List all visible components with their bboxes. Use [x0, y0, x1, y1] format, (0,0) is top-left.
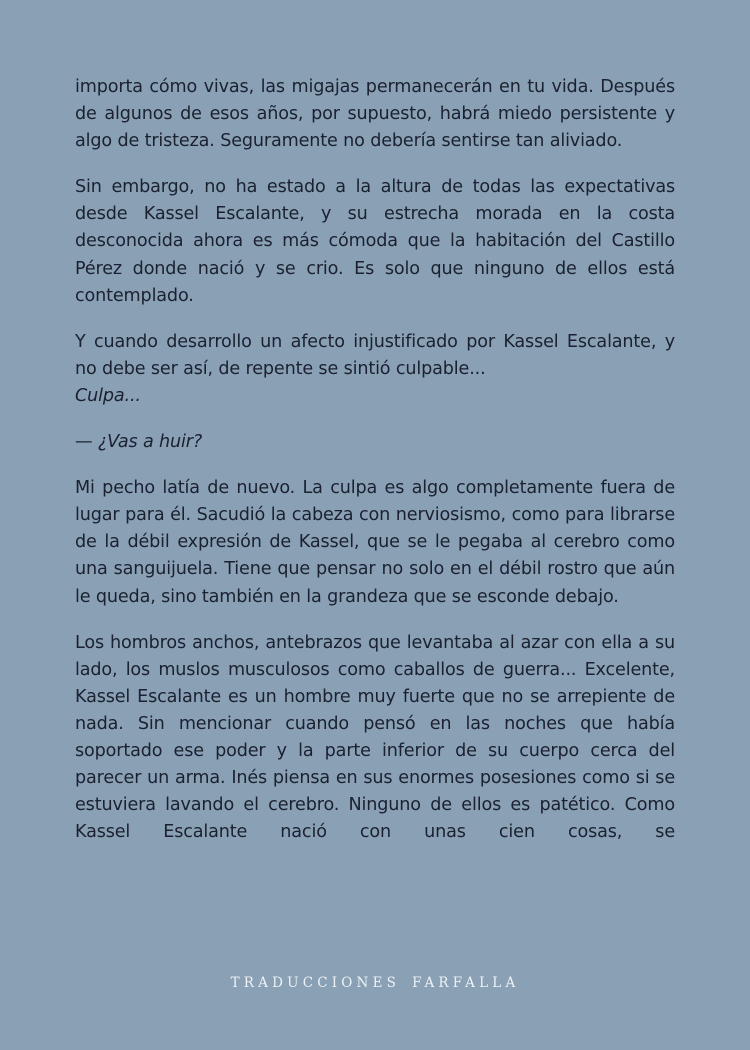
- paragraph-5: Mi pecho latía de nuevo. La culpa es algo completamente fuera de lugar para él. Sacudió la cabeza con nerviosismo, como para librarse de la débil expresión de Kassel, que se le pegaba al cerebro como una sanguijuela. Tiene que pensar no solo en el débil rostro que aún le queda, sino también en la grandeza que se esconde debajo.: [75, 478, 675, 607]
- footer-credit: [0, 975, 750, 991]
- paragraph-2: Sin embargo, no ha estado a la altura de todas las expectativas desde Kassel Escalante, y su estrecha morada en la costa desconocida ahora es más cómoda que la habitación del Castillo Pérez donde nació y se crio. Es solo que ninguno de ellos está contemplado.: [75, 177, 675, 306]
- dialogue-dash: —: [75, 432, 93, 453]
- paragraph-1: importa cómo vivas, las migajas permanecerán en tu vida. Después de algunos de esos años, por supuesto, habrá miedo persistente y algo de tristeza. Seguramente no debería sentirse tan aliviado.: [75, 77, 675, 152]
- footer-word-1: TRADUCCIONES: [230, 975, 401, 991]
- paragraph-3-italic: Culpa...: [75, 385, 141, 406]
- paragraph-6: Los hombros anchos, antebrazos que levantaba al azar con ella a su lado, los muslos musculosos como caballos de guerra... Excelente, Kassel Escalante es un hombre muy fuerte que no se arrepiente de nada. Sin mencionar cuando pensó en las noches que había soportado ese poder y la parte inferior de su cuerpo cerca del parecer un arma. Inés piensa en sus enormes posesiones como si se estuviera lavando el cerebro. Ninguno de ellos es patético. Como Kassel Escalante nació con unas cien cosas, se: [75, 632, 675, 843]
- dialogue-text: ¿Vas a huir?: [97, 432, 203, 453]
- paragraph-3: [75, 329, 675, 410]
- footer-word-2: FARFALLA: [412, 975, 520, 991]
- paragraph-3-text: Y cuando desarrollo un afecto injustificado por Kassel Escalante, y no debe ser así, de repente se sintió culpable...: [75, 331, 675, 379]
- page-body: [75, 74, 675, 865]
- dialogue-line: [75, 429, 675, 456]
